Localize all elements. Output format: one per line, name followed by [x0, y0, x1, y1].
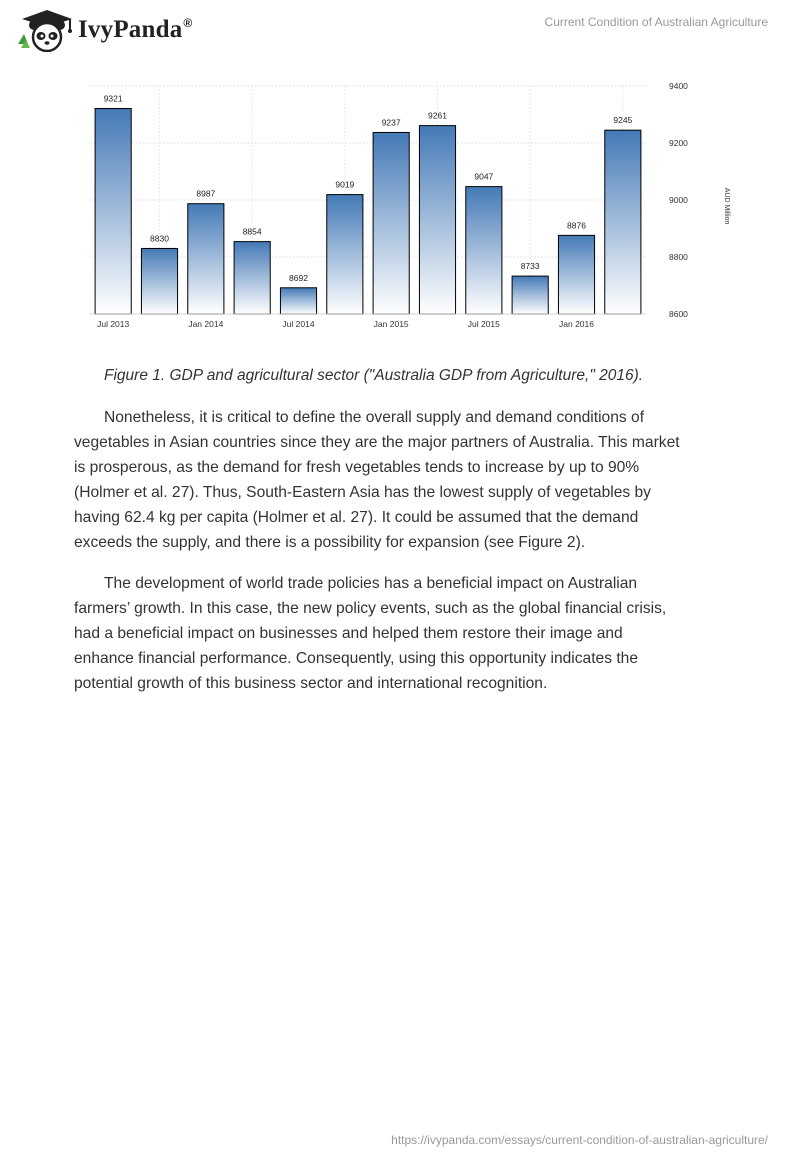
text-line: farmers’ growth. In this case, the new policy events, such as the global financial crisis, — [74, 600, 667, 617]
figure-caption: Figure 1. GDP and agricultural sector ("Australia GDP from Agriculture," 2016). — [104, 367, 644, 384]
bar-oct-2015 — [512, 276, 548, 314]
brand-logo[interactable] — [14, 8, 192, 52]
bar-jan-2015 — [373, 132, 409, 314]
bar-value-label: 8876 — [567, 220, 586, 231]
y-tick-label: 9000 — [669, 195, 688, 205]
bar-jul-2014 — [280, 288, 316, 314]
bar-jul-2013 — [95, 109, 131, 314]
text-line: enhance financial performance. Consequently, using this opportunity indicates the — [74, 650, 639, 667]
paragraph-2 — [74, 571, 734, 696]
paragraph-1 — [74, 405, 734, 555]
bar-value-label: 9261 — [428, 110, 447, 121]
bar-value-label: 9237 — [381, 117, 401, 128]
page-header — [0, 0, 800, 60]
bar-apr-2016 — [605, 130, 641, 314]
x-tick-label: Jan 2015 — [373, 319, 409, 329]
text-line: potential growth of this business sector and international recognition. — [74, 675, 548, 692]
bar-jul-2015 — [466, 187, 502, 314]
text-line: is prosperous, as the demand for fresh vegetables tends to increase by up to 90% — [74, 459, 640, 476]
y-axis-title: AUD Million — [723, 187, 730, 225]
bar-value-label: 8692 — [289, 272, 308, 283]
bar-value-label: 8830 — [150, 233, 169, 244]
x-tick-label: Jul 2015 — [467, 319, 500, 329]
text-line: exceeds the supply, and there is a possibility for expansion (see Figure 2). — [74, 534, 586, 551]
bar-apr-2015 — [419, 126, 455, 314]
bar-jan-2016 — [558, 235, 594, 314]
x-tick-label: Jan 2014 — [188, 319, 224, 329]
text-line: (Holmer et al. 27). Thus, South-Eastern Asia has the lowest supply of vegetables by — [74, 484, 651, 501]
text-line: The development of world trade policies has a beneficial impact on Australian — [104, 575, 638, 592]
x-tick-label: Jan 2016 — [559, 319, 594, 329]
bar-value-label: 8987 — [196, 188, 216, 199]
x-tick-label: Jul 2014 — [282, 319, 315, 329]
x-tick-label: Jul 2013 — [97, 319, 130, 329]
text-line: vegetables in Asian countries since they are the major partners of Australia. This market — [74, 434, 680, 451]
bar-value-label: 9321 — [103, 93, 123, 104]
y-tick-label: 8600 — [669, 309, 688, 319]
y-tick-label: 9400 — [669, 81, 688, 91]
bar-jan-2014 — [188, 204, 224, 314]
bar-value-label: 9047 — [474, 171, 494, 182]
panda-graduate-icon — [14, 8, 76, 52]
bar-oct-2013 — [141, 248, 177, 314]
bar-value-label: 9019 — [335, 179, 355, 190]
bar-value-label: 9245 — [613, 115, 633, 126]
source-url-link[interactable]: https://ivypanda.com/essays/current-condition-of-australian-agriculture/ — [391, 1133, 768, 1147]
y-tick-label: 8800 — [669, 252, 688, 262]
bar-value-label: 8854 — [242, 226, 262, 237]
text-line: had a beneficial impact on businesses and helped them restore their image and — [74, 625, 623, 642]
document-title: Current Condition of Australian Agriculture — [544, 15, 768, 29]
bar-oct-2014 — [327, 195, 363, 314]
brand-name: IvyPanda® — [78, 16, 193, 43]
bar-apr-2014 — [234, 242, 270, 314]
text-line: Nonetheless, it is critical to define the overall supply and demand conditions of — [104, 409, 645, 426]
y-tick-label: 9200 — [669, 138, 688, 148]
agriculture-gdp-bar-chart — [80, 76, 740, 336]
text-line: having 62.4 kg per capita (Holmer et al. 27). It could be assumed that the demand — [74, 509, 639, 526]
bar-value-label: 8733 — [520, 261, 540, 272]
